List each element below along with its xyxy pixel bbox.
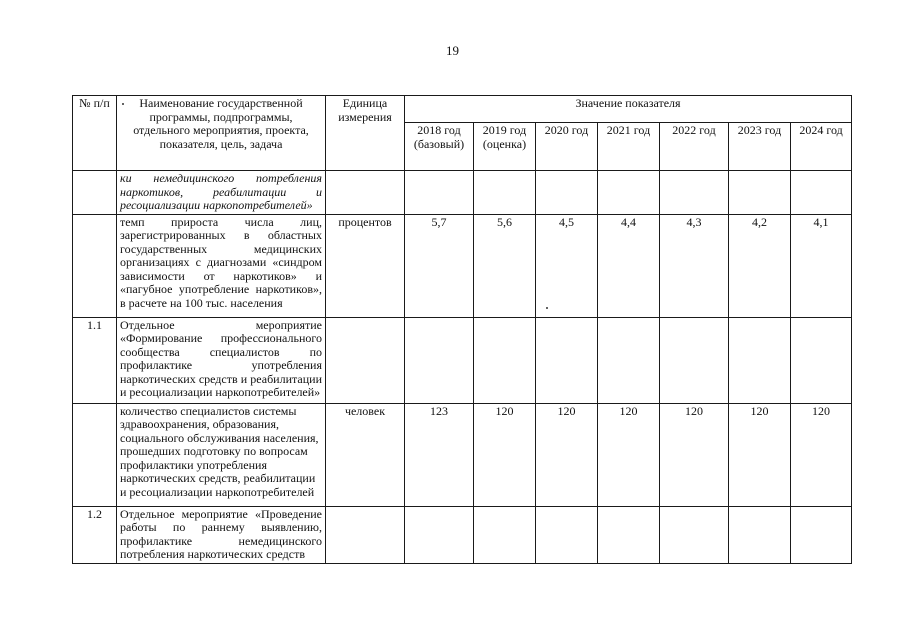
row-value [660,317,729,403]
row-value: 120 [729,403,791,506]
row-value: 120 [598,403,660,506]
row-value [536,506,598,563]
row-value [791,317,852,403]
row-num: 1.1 [73,317,117,403]
scan-speck [122,103,124,105]
row-num [73,214,117,317]
row-value: 120 [791,403,852,506]
table-row [73,403,852,506]
row-value: 4,3 [660,214,729,317]
row-name: темп прироста числа лиц, зарегистрированных в областных государственных медицинских организациях с диагнозами «синдром зависимости от наркотиков» и «пагубное употребление наркотиков», в расчете на 100 тыс. населения [117,214,326,317]
scan-speck [546,307,548,309]
header-year: 2018 год (базовый) [405,123,474,171]
row-value: 120 [660,403,729,506]
header-name: Наименование государственной программы, подпрограммы, отдельного мероприятия, проекта, показателя, цель, задача [117,96,326,171]
header-year: 2024 год [791,123,852,171]
row-value [598,171,660,215]
row-value [536,317,598,403]
row-unit [326,317,405,403]
row-value: 120 [474,403,536,506]
header-num: № п/п [73,96,117,171]
page-number: 19 [446,43,459,58]
header-year: 2019 год (оценка) [474,123,536,171]
row-value [405,171,474,215]
row-value [598,506,660,563]
header-year: 2022 год [660,123,729,171]
row-value: 4,1 [791,214,852,317]
row-value [474,317,536,403]
row-value: 5,6 [474,214,536,317]
row-unit: процентов [326,214,405,317]
row-value: 5,7 [405,214,474,317]
row-value: 4,2 [729,214,791,317]
row-num [73,403,117,506]
row-value [729,506,791,563]
header-values-group: Значение показателя [405,96,852,123]
row-value: 4,5 [536,214,598,317]
row-value [536,171,598,215]
row-unit [326,171,405,215]
row-name: Отдельное мероприятие «Проведение работы по раннему выявлению, профилактике немедицинского потребления наркотических средств [117,506,326,563]
table-row [73,506,852,563]
row-name: Отдельное мероприятие «Формирование профессионального сообщества специалистов по профилактике употребления наркотических средств и реабилитации и ресоциализации наркопотребителей» [117,317,326,403]
row-value [660,506,729,563]
header-year: 2020 год [536,123,598,171]
row-name: количество специалистов системы здравоохранения, образования, социального обслуживания населения, прошедших подготовку по вопросам профилактики употребления наркотических средств, реабилитации и ресоциализации наркопотребителей [117,403,326,506]
row-value: 120 [536,403,598,506]
header-unit: Единица измерения [326,96,405,171]
table-row [73,171,852,215]
row-value [405,506,474,563]
row-value [598,317,660,403]
row-value: 123 [405,403,474,506]
row-num [73,171,117,215]
row-value [405,317,474,403]
row-value [791,171,852,215]
header-year: 2023 год [729,123,791,171]
row-value [729,317,791,403]
row-value [474,506,536,563]
table-row [73,317,852,403]
header-year: 2021 год [598,123,660,171]
row-value [660,171,729,215]
row-value [791,506,852,563]
row-value: 4,4 [598,214,660,317]
row-num: 1.2 [73,506,117,563]
row-value [474,171,536,215]
header-row-top [73,96,852,123]
indicator-table [72,95,852,564]
row-unit: человек [326,403,405,506]
table-row [73,214,852,317]
row-unit [326,506,405,563]
row-value [729,171,791,215]
row-name: ки немедицинского потребления наркотиков, реабилитации и ресоциализации наркопотребителей» [117,171,326,215]
